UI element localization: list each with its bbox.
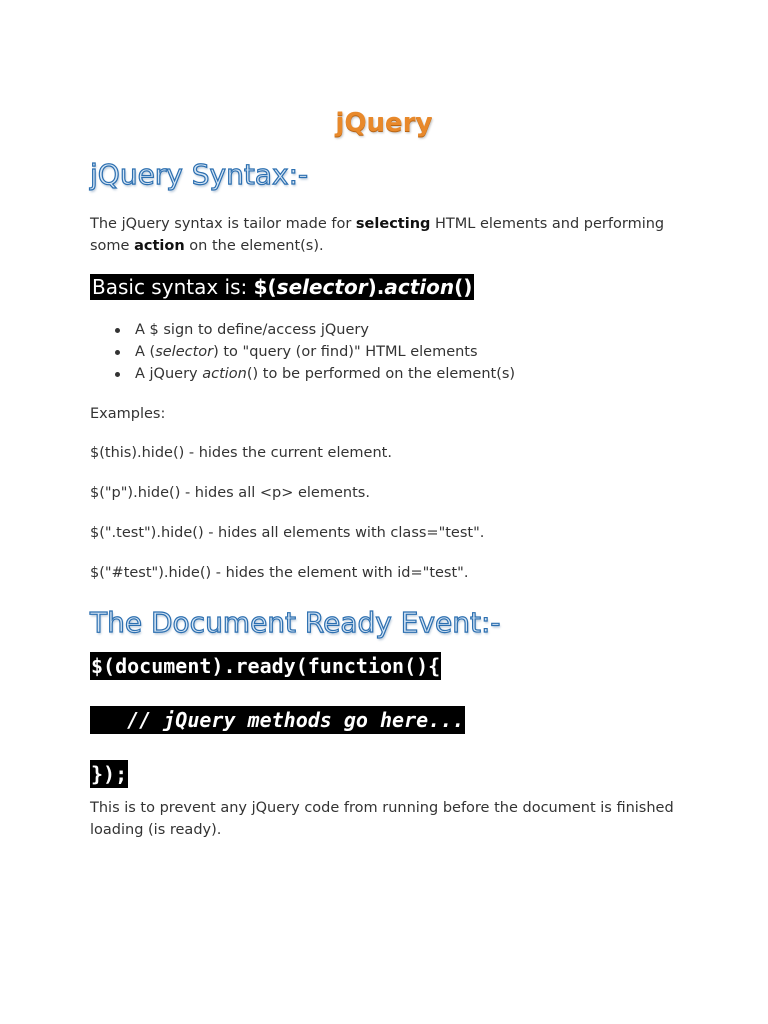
document-ready-description: This is to prevent any jQuery code from running before the document is finished loading (is ready). xyxy=(90,800,674,838)
syntax-dollar: $( xyxy=(253,275,277,299)
syntax-prefix: Basic syntax is: xyxy=(92,275,254,299)
example-line: $("#test").hide() - hides the element with id="test". xyxy=(90,565,469,581)
example-line: $(this).hide() - hides the current element. xyxy=(90,445,392,461)
syntax-bullet-list xyxy=(90,319,515,385)
bullet-icon xyxy=(115,328,120,333)
example-line: $("p").hide() - hides all <p> elements. xyxy=(90,485,370,501)
bullet-text: A ( xyxy=(135,344,156,360)
bullet-icon xyxy=(115,350,120,355)
bullet-icon xyxy=(115,372,120,377)
bullet-emphasis: action xyxy=(202,366,247,382)
syntax-dot: ). xyxy=(367,275,385,299)
syntax-parens: () xyxy=(454,275,473,299)
bullet-text: () to be performed on the element(s) xyxy=(246,366,516,382)
syntax-selector: selector xyxy=(276,275,368,299)
code-line-close: }); xyxy=(91,762,128,786)
basic-syntax-highlight xyxy=(90,274,474,300)
section-heading-syntax: jQuery Syntax:- xyxy=(90,158,309,191)
list-item xyxy=(90,341,515,363)
intro-text-2: HTML elements and performing some xyxy=(90,216,665,254)
bullet-text: A $ sign to define/access jQuery xyxy=(135,322,369,338)
example-line: $(".test").hide() - hides all elements with class="test". xyxy=(90,525,485,541)
bullet-text: ) to "query (or find)" HTML elements xyxy=(213,344,478,360)
syntax-action: action xyxy=(384,275,455,299)
intro-text-3: on the element(s). xyxy=(184,238,324,254)
intro-bold-action: action xyxy=(134,238,185,254)
bullet-emphasis: selector xyxy=(155,344,214,360)
code-line-ready: $(document).ready(function(){ xyxy=(91,654,441,678)
list-item xyxy=(90,319,515,341)
intro-text-1: The jQuery syntax is tailor made for xyxy=(90,216,356,232)
section-heading-document-ready: The Document Ready Event:- xyxy=(90,606,501,639)
document-title: jQuery xyxy=(335,108,433,138)
code-line-comment: // jQuery methods go here... xyxy=(91,708,465,732)
examples-label: Examples: xyxy=(90,406,166,422)
bullet-text: A jQuery xyxy=(135,366,203,382)
syntax-intro-paragraph xyxy=(90,213,690,257)
list-item xyxy=(90,363,515,385)
intro-bold-selecting: selecting xyxy=(355,216,431,232)
